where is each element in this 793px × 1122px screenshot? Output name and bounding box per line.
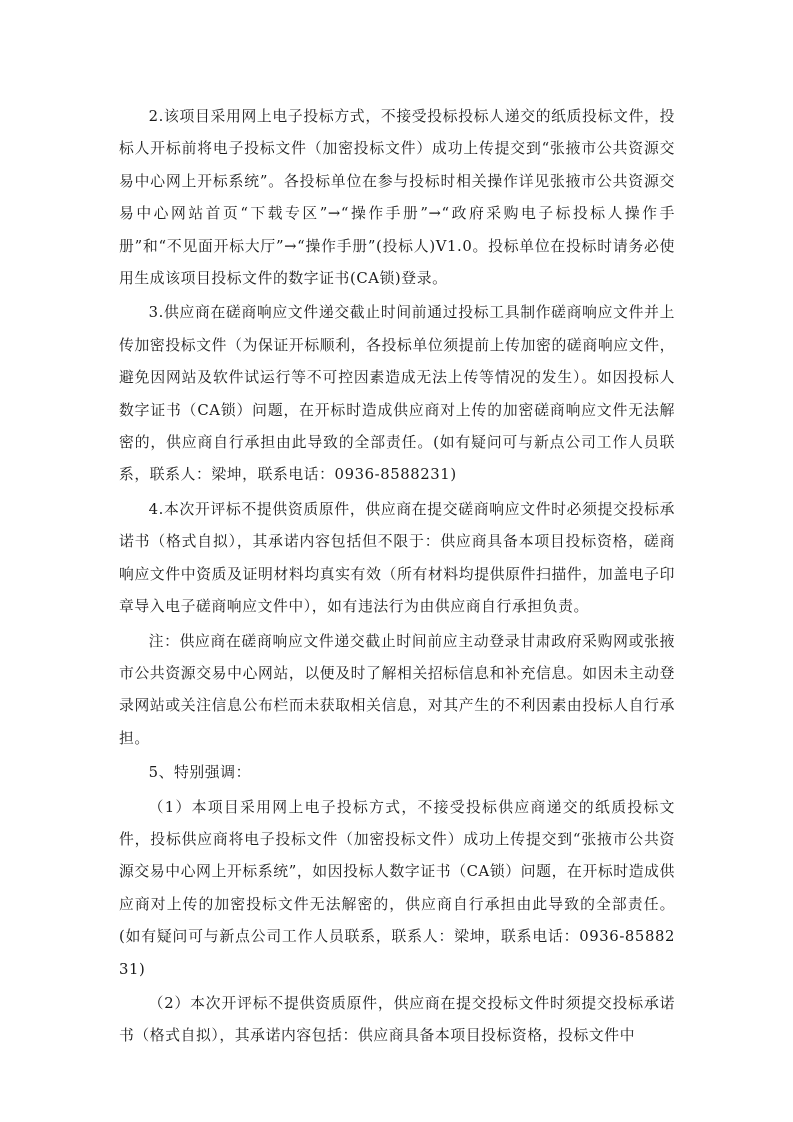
paragraph-emphasis-1: （1）本项目采用网上电子投标方式，不接受投标供应商递交的纸质投标文件，投标供应商将电子投标文件（加密投标文件）成功上传提交到“张掖市公共资源交易中心网上开标系统”，如因投标人数字证书（CA锁）问题，在开标时造成供应商对上传的加密投标文件无法解密的，供应商自行承担由此导致的全部责任。(如有疑问可与新点公司工作人员联系，联系人：梁坤，联系电话：0936-8588231) (119, 798, 675, 978)
document-body (119, 101, 675, 1053)
paragraph-item-3-upload-encrypted: 3.供应商在磋商响应文件递交截止时间前通过投标工具制作磋商响应文件并上传加密投标文件（为保证开标顺利，各投标单位须提前上传加密的磋商响应文件，避免因网站及软件试运行等不可控因素造成无法上传等情况的发生）。如因投标人数字证书（CA锁）问题，在开标时造成供应商对上传的加密磋商响应文件无法解密的，供应商自行承担由此导致的全部责任。(如有疑问可与新点公司工作人员联系，联系人：梁坤，联系电话：0936-8588231) (119, 304, 675, 484)
paragraph-note: 注：供应商在磋商响应文件递交截止时间前应主动登录甘肃政府采购网或张掖市公共资源交易中心网站，以便及时了解相关招标信息和补充信息。如因未主动登录网站或关注信息公布栏而未获取相关信息，对其产生的不利因素由投标人自行承担。 (119, 632, 675, 747)
paragraph-item-4-commitment-letter: 4.本次开评标不提供资质原件，供应商在提交磋商响应文件时必须提交投标承诺书（格式自拟），其承诺内容包括但不限于：供应商具备本项目投标资格，磋商响应文件中资质及证明材料均真实有效（所有材料均提供原件扫描件，加盖电子印章导入电子磋商响应文件中），如有违法行为由供应商自行承担负责。 (119, 500, 675, 616)
paragraph-emphasis-2: （2）本次开评标不提供资质原件，供应商在提交投标文件时须提交投标承诺书（格式自拟），其承诺内容包括：供应商具备本项目投标资格，投标文件中 (119, 994, 675, 1045)
paragraph-item-2-online-bidding: 2.该项目采用网上电子投标方式，不接受投标投标人递交的纸质投标文件，投标人开标前将电子投标文件（加密投标文件）成功上传提交到“张掖市公共资源交易中心网上开标系统”。各投标单位在参与投标时相关操作详见张掖市公共资源交易中心网站首页“下载专区”→“操作手册”→“政府采购电子标投标人操作手册”和“不见面开标大厅”→“操作手册”(投标人)V1.0。投标单位在投标时请务必使用生成该项目投标文件的数字证书(CA锁)登录。 (119, 108, 675, 288)
section-heading-special-emphasis: 5、特别强调： (148, 764, 251, 782)
